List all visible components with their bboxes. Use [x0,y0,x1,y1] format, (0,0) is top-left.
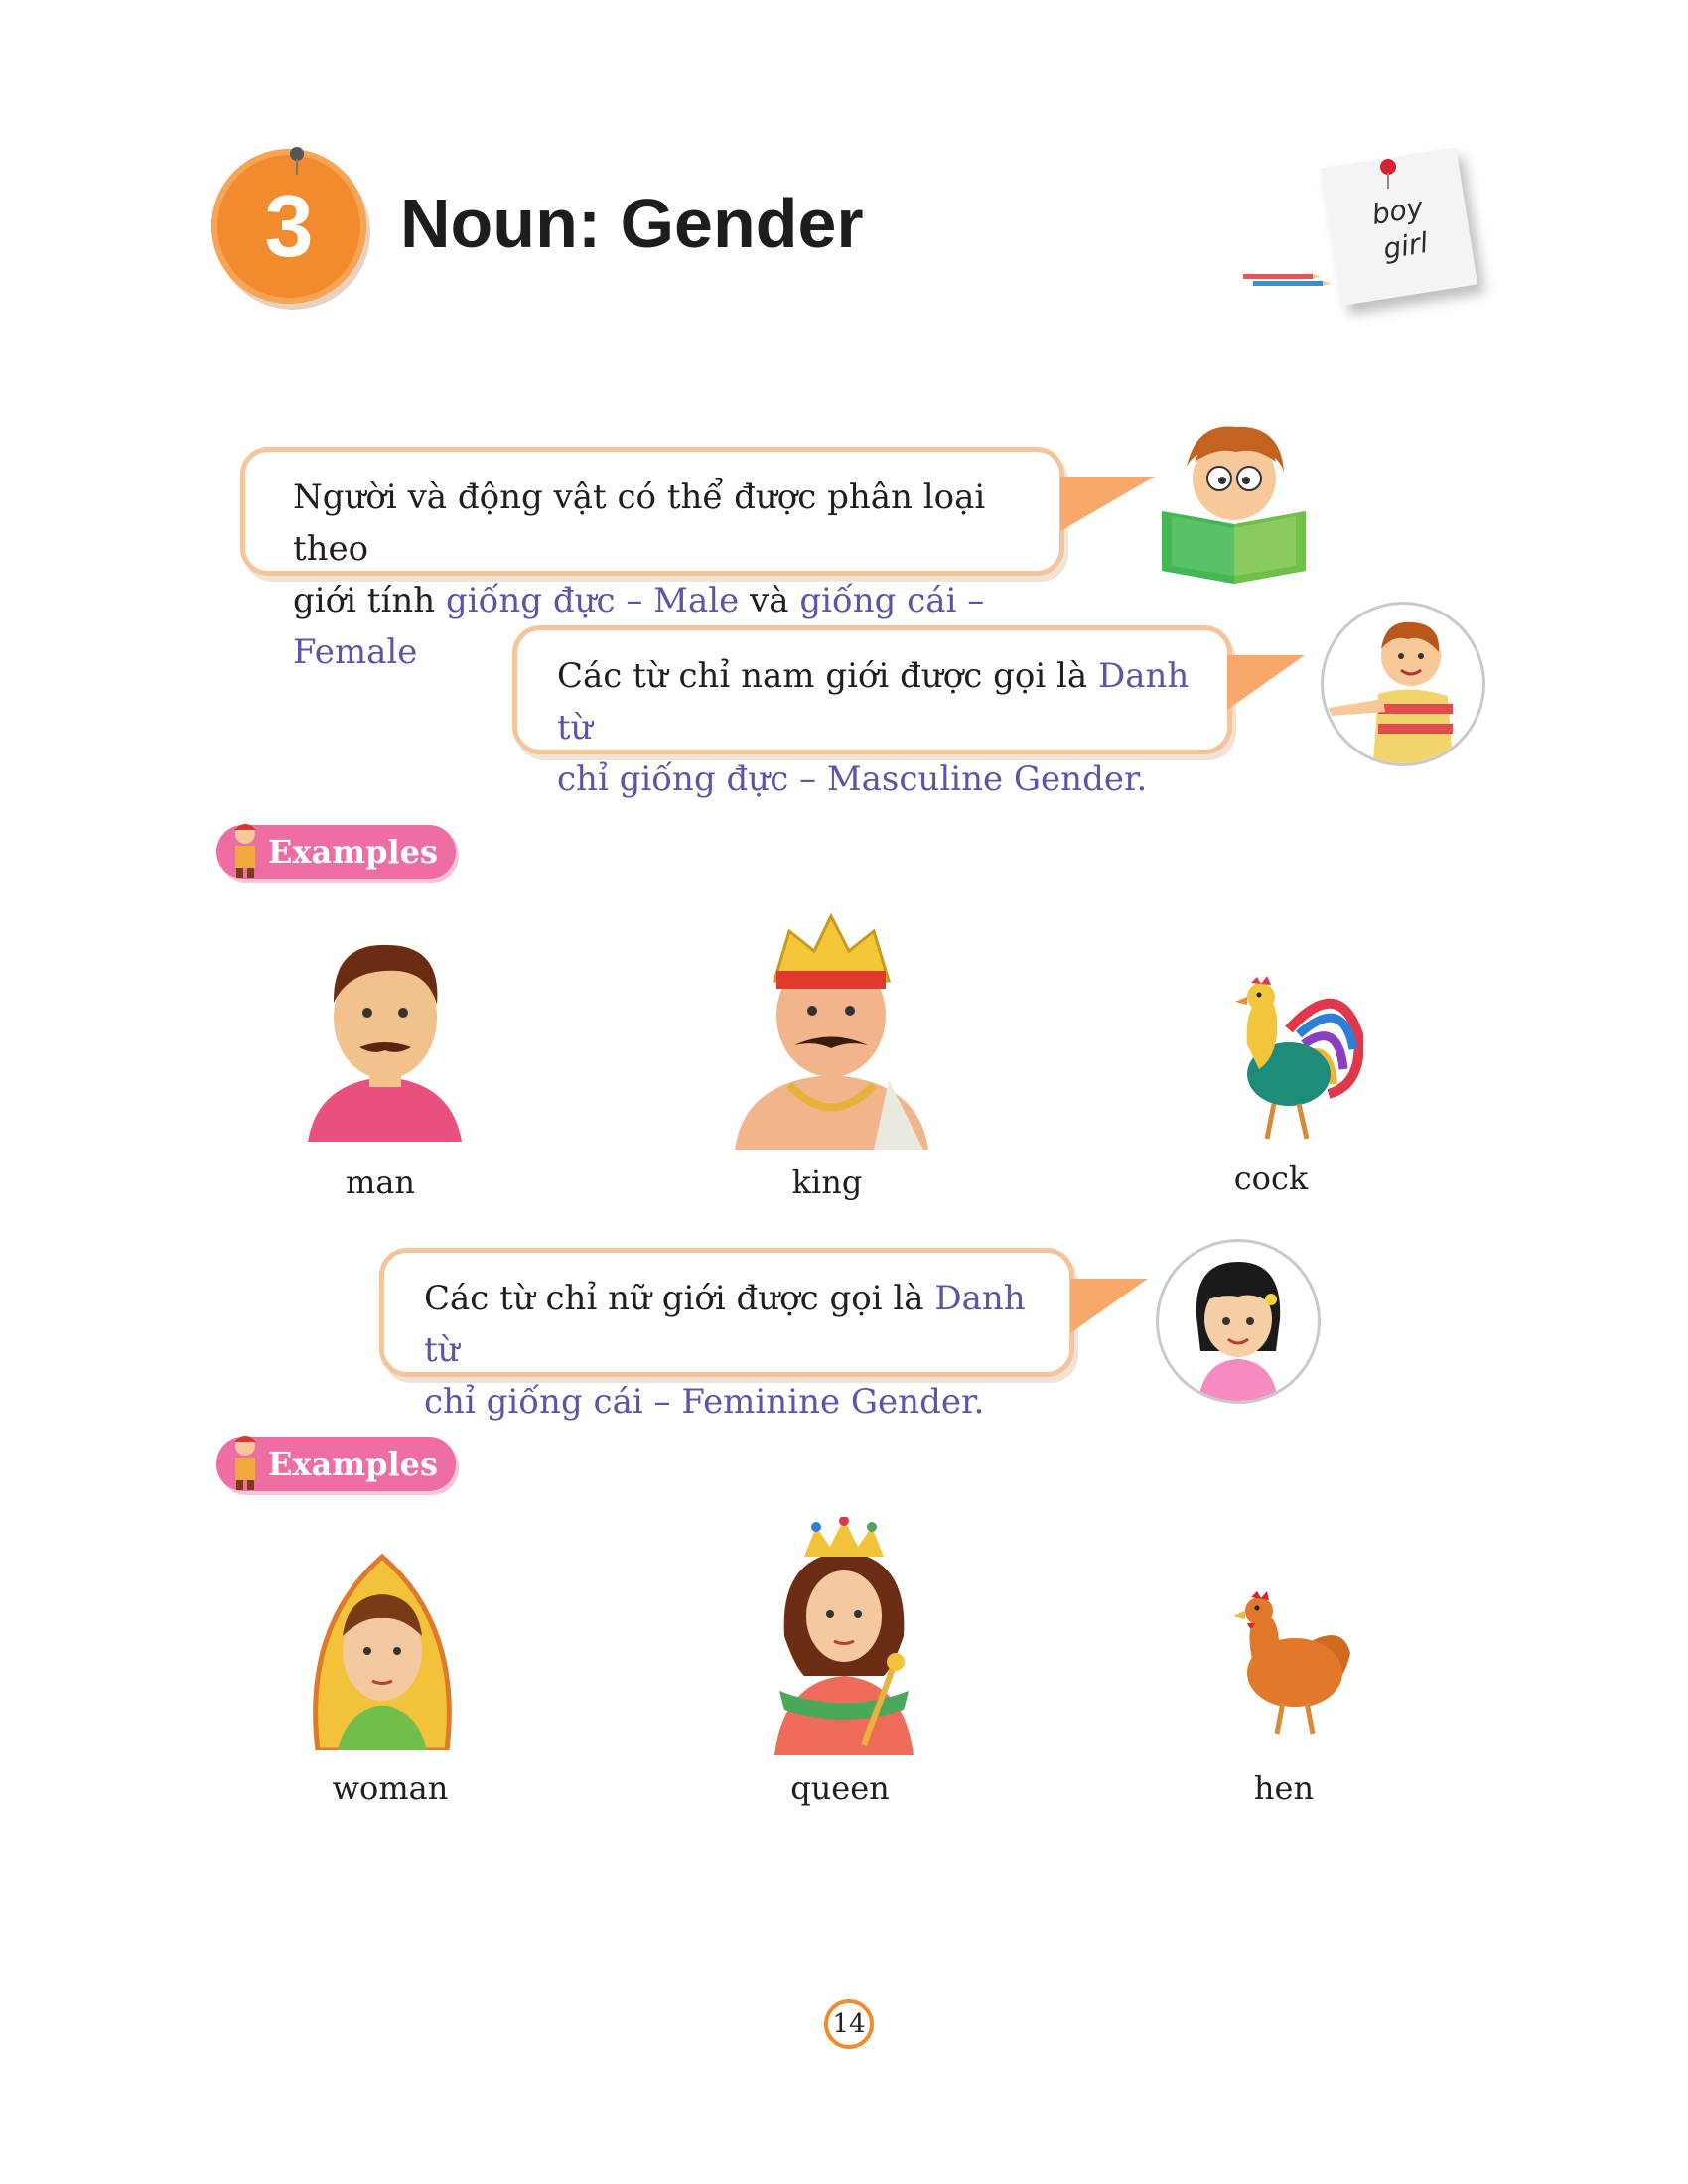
bubble3-tail [1070,1269,1150,1338]
examples-label: Examples [268,833,438,871]
doll-icon [228,1433,262,1492]
bubble2-highlight-a: Danh từ [557,656,1190,748]
cock-illustration [1219,975,1363,1149]
example-caption-hen: hen [1253,1769,1315,1807]
bubble1-text-c: và [739,581,800,620]
queen-illustration [745,1517,948,1755]
boy-reading-book-illustration [1157,417,1311,586]
example-caption-king: king [791,1163,863,1201]
intro-speech-bubble [240,447,1064,672]
example-caption-cock: cock [1233,1160,1309,1197]
bubble3-line2: chỉ giống cái – Feminine Gender. [424,1382,985,1422]
bubble1-tail [1060,467,1160,536]
girl-avatar [1156,1239,1321,1404]
bubble2-tail [1227,645,1307,715]
bubble2-text-a: Các từ chỉ nam giới được gọi là [557,656,1098,696]
boy-pointing-avatar [1321,602,1485,766]
note-word-boy: boy [1369,191,1426,231]
boy-pointing-illustration [1324,605,1482,763]
bubble2-line1 [557,650,1227,753]
feminine-speech-bubble [379,1248,1074,1422]
woman-illustration [298,1547,467,1750]
doll-icon [228,820,262,880]
bubble1-highlight-male: giống đực – Male [445,581,740,620]
hen-illustration [1223,1583,1352,1737]
bubble1-line1: Người và động vật có thể được phân loại theo [293,478,986,569]
example-caption-woman: woman [332,1769,449,1807]
bubble1-highlight-female: giống cái – Female [293,581,985,672]
examples-label: Examples [268,1445,438,1483]
page-number: 14 [824,1999,874,2049]
pencils-icon [1243,273,1333,287]
bubble1-text-a: giới tính [293,581,446,620]
red-pushpin-icon [1378,159,1398,189]
note-word-girl: girl [1380,225,1431,266]
bubble3-line1 [424,1273,1069,1376]
bubble3-highlight-a: Danh từ [424,1279,1026,1370]
example-caption-queen: queen [790,1769,890,1807]
sticky-note [1321,147,1477,306]
page-title: Noun: Gender [400,185,864,262]
masculine-speech-bubble [512,625,1232,799]
example-caption-man: man [345,1163,416,1201]
man-illustration [298,933,472,1142]
unit-number: 3 [264,177,314,275]
bubble2-line2: chỉ giống đực – Masculine Gender. [557,759,1148,799]
king-illustration [735,911,928,1150]
girl-illustration [1159,1242,1318,1401]
pushpin-icon [288,147,306,175]
bubble3-text-a: Các từ chỉ nữ giới được gọi là [424,1279,935,1318]
